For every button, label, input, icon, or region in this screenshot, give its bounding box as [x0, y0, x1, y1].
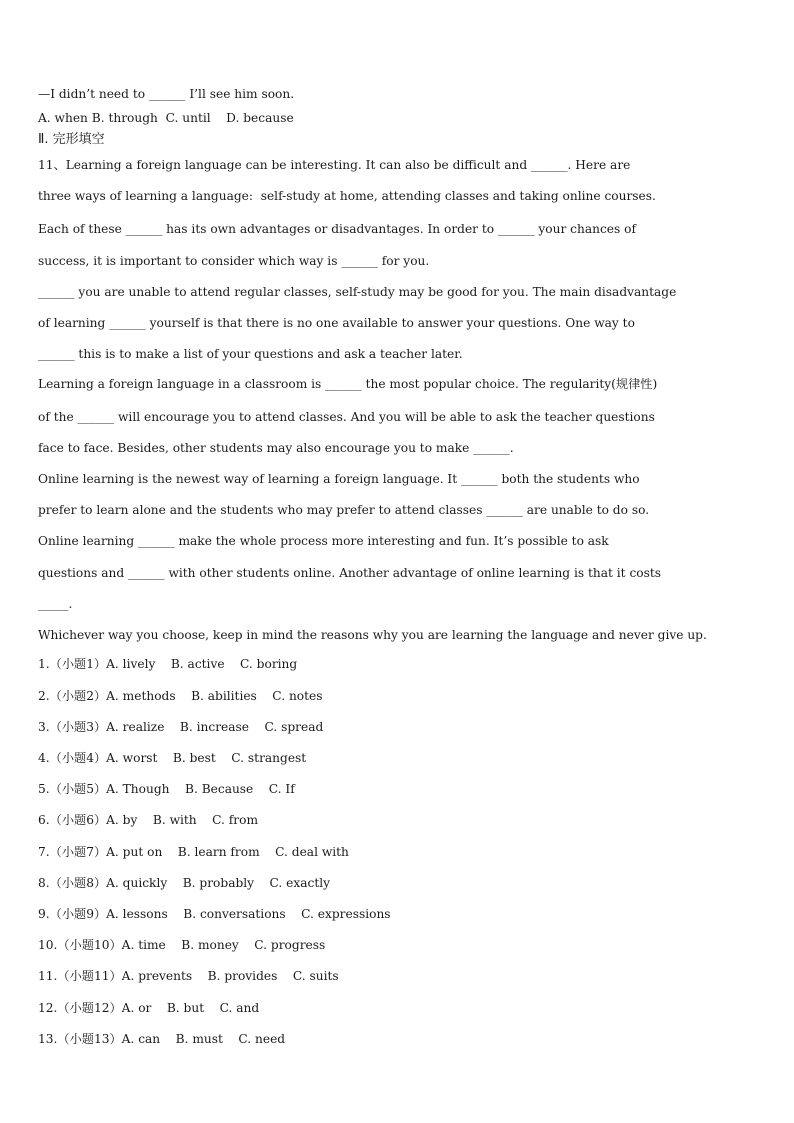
passage-line: Online learning ______ make the whole process more interesting and fun. It’s possible to ask: [38, 534, 609, 548]
passage-line: of learning ______ yourself is that there is no one available to answer your questions. One way to: [38, 316, 635, 330]
passage-line: success, it is important to consider which way is ______ for you.: [38, 254, 430, 268]
prev-question-stem: —I didn’t need to ______ I’ll see him soon.: [38, 87, 295, 101]
question-item: 8.（小题8）A. quickly B. probably C. exactly: [38, 876, 331, 890]
question-item: 9.（小题9）A. lessons B. conversations C. expressions: [38, 907, 391, 921]
question-item: 13.（小题13）A. can B. must C. need: [38, 1032, 286, 1046]
prev-question-options: A. when B. through C. until D. because: [38, 111, 294, 125]
question-item: 1.（小题1）A. lively B. active C. boring: [38, 657, 298, 671]
passage-line: face to face. Besides, other students may also encourage you to make ______.: [38, 441, 514, 455]
passage-line: 11、Learning a foreign language can be interesting. It can also be difficult and ______. Here are: [38, 158, 631, 172]
passage-line: prefer to learn alone and the students who may prefer to attend classes ______ are unable to do so.: [38, 503, 650, 517]
passage-line: ______ you are unable to attend regular classes, self-study may be good for you. The main disadvantage: [38, 285, 677, 299]
question-item: 7.（小题7）A. put on B. learn from C. deal with: [38, 845, 349, 859]
question-item: 3.（小题3）A. realize B. increase C. spread: [38, 720, 324, 734]
question-item: 11.（小题11）A. prevents B. provides C. suits: [38, 969, 339, 983]
question-item: 5.（小题5）A. Though B. Because C. If: [38, 782, 295, 796]
question-item: 12.（小题12）A. or B. but C. and: [38, 1001, 260, 1015]
question-item: 6.（小题6）A. by B. with C. from: [38, 813, 259, 827]
passage-line: of the ______ will encourage you to attend classes. And you will be able to ask the teacher questions: [38, 410, 655, 424]
passage-line: Whichever way you choose, keep in mind the reasons why you are learning the language and never give up.: [38, 628, 707, 642]
section-title: Ⅱ. 完形填空: [38, 132, 105, 147]
passage-line: Online learning is the newest way of learning a foreign language. It ______ both the students who: [38, 472, 640, 486]
question-item: 4.（小题4）A. worst B. best C. strangest: [38, 751, 307, 765]
passage-line: Each of these ______ has its own advantages or disadvantages. In order to ______ your chances of: [38, 222, 636, 236]
question-item: 2.（小题2）A. methods B. abilities C. notes: [38, 689, 323, 703]
passage-line: ______ this is to make a list of your questions and ask a teacher later.: [38, 347, 463, 361]
passage-line: three ways of learning a language: self-study at home, attending classes and taking online courses.: [38, 189, 656, 203]
passage-line: _____.: [38, 597, 73, 611]
question-item: 10.（小题10）A. time B. money C. progress: [38, 938, 326, 952]
passage-line: Learning a foreign language in a classroom is ______ the most popular choice. The regularity(规律性): [38, 377, 658, 391]
passage-line: questions and ______ with other students online. Another advantage of online learning is that it costs: [38, 566, 662, 580]
